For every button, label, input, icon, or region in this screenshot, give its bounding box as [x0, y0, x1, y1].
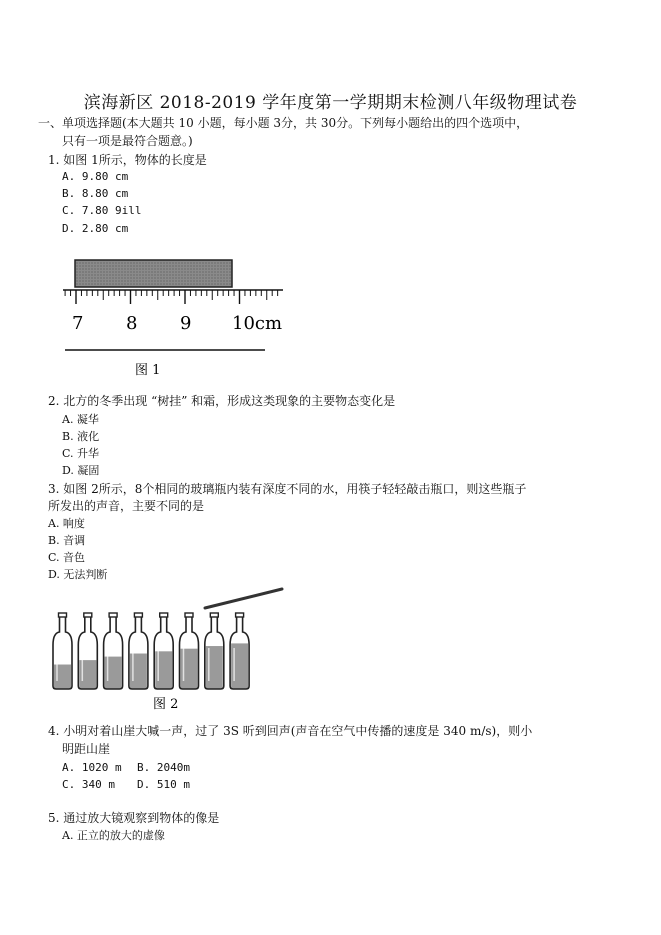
- glass-bottle: [129, 613, 148, 689]
- q5-option-a: A. 正立的放大的虚像: [62, 829, 165, 842]
- q3-stem-line2: 所发出的声音，主要不同的是: [48, 499, 205, 513]
- ruler-ticks: [65, 290, 278, 304]
- q4-stem-line2: 明距山崖: [62, 742, 111, 756]
- page-title: 滨海新区 2018-2019 学年度第一学期期末检测八年级物理试卷: [83, 93, 578, 113]
- q1-option-a: A. 9.80 cm: [62, 170, 129, 183]
- glass-bottle: [230, 613, 249, 689]
- q2-option-b: B. 液化: [62, 430, 100, 443]
- figure-2-caption: 图 2: [153, 697, 179, 712]
- q3-option-c: C. 音色: [48, 551, 86, 564]
- q2-option-a: A. 凝华: [62, 413, 99, 426]
- glass-bottle: [180, 613, 199, 689]
- q4-option-d: D. 510 m: [137, 778, 190, 791]
- glass-bottle: [154, 613, 173, 689]
- q3-option-b: B. 音调: [48, 534, 86, 547]
- figure-2-bottles: [48, 585, 293, 715]
- q2-option-c: C. 升华: [62, 447, 100, 460]
- q3-option-d: D. 无法判断: [48, 568, 108, 581]
- ruler-label-8: 8: [126, 313, 138, 334]
- section-heading-line2: 只有一项是最符合题意。): [62, 134, 193, 148]
- figure-1-ruler: [55, 250, 295, 380]
- measured-object: [75, 260, 232, 287]
- q1-option-c: C. 7.80 9ill: [62, 204, 142, 217]
- q1-stem: 1. 如图 1所示，物体的长度是: [48, 153, 207, 167]
- ruler-label-10cm: 10cm: [232, 313, 283, 334]
- q2-option-d: D. 凝固: [62, 464, 100, 477]
- glass-bottle: [205, 613, 224, 689]
- q3-stem-line1: 3. 如图 2所示，8个相同的玻璃瓶内装有深度不同的水，用筷子轻轻敲击瓶口，则这些瓶子: [48, 482, 527, 496]
- q4-option-c: C. 340 m: [62, 778, 115, 791]
- q4-stem-line1: 4. 小明对着山崖大喊一声，过了 3S 听到回声(声音在空气中传播的速度是 340 m/s)，则小: [48, 724, 533, 738]
- glass-bottle: [78, 613, 97, 689]
- glass-bottle: [104, 613, 123, 689]
- q3-option-a: A. 响度: [48, 517, 85, 530]
- q4-option-b: B. 2040m: [137, 761, 190, 774]
- chopstick: [205, 589, 282, 608]
- q1-option-b: B. 8.80 cm: [62, 187, 129, 200]
- q4-option-a: A. 1020 m: [62, 761, 122, 774]
- glass-bottle: [53, 613, 72, 689]
- q1-option-d: D. 2.80 cm: [62, 222, 129, 235]
- ruler-label-7: 7: [72, 313, 84, 334]
- q5-stem: 5. 通过放大镜观察到物体的像是: [48, 811, 220, 825]
- bottle-group: [53, 613, 249, 689]
- figure-1-caption: 图 1: [135, 363, 161, 378]
- ruler-label-9: 9: [180, 313, 192, 334]
- q2-stem: 2. 北方的冬季出现 “树挂” 和霜，形成这类现象的主要物态变化是: [48, 394, 396, 408]
- section-heading-line1: 一、单项选择题(本大题共 10 小题，每小题 3分，共 30分。下列每小题给出的四个选项中，: [38, 116, 529, 130]
